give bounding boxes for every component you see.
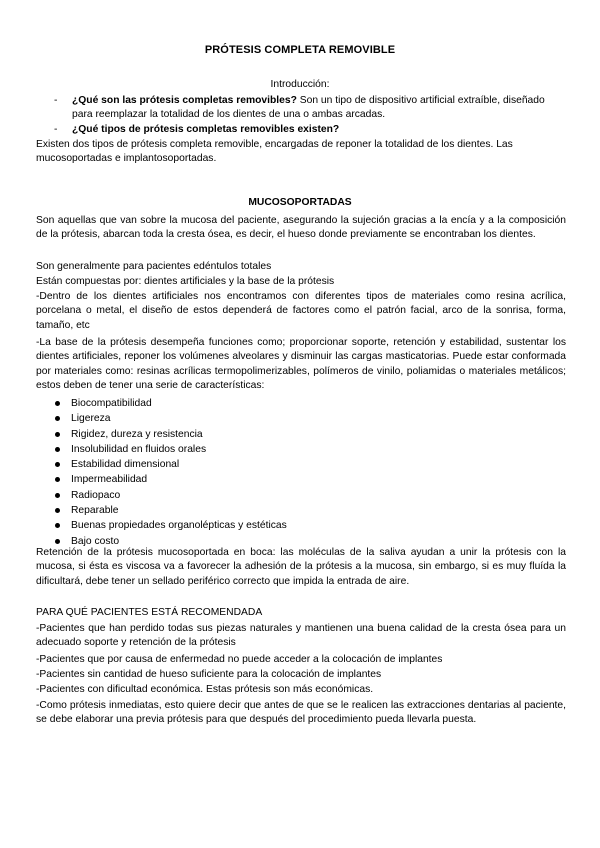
bullet-icon bbox=[55, 539, 60, 544]
section-paragraph: Están compuestas por: dientes artificiales y la base de la prótesis bbox=[36, 276, 335, 287]
list-item: Reparable bbox=[36, 503, 566, 518]
bullet-icon bbox=[55, 432, 60, 437]
list-item: Estabilidad dimensional bbox=[36, 457, 566, 472]
bullet-icon bbox=[55, 508, 60, 513]
recommended-heading: PARA QUÉ PACIENTES ESTÁ RECOMENDADA bbox=[36, 607, 263, 618]
list-item: Radiopaco bbox=[36, 488, 566, 503]
question-label: ¿Qué tipos de prótesis completas removibles existen? bbox=[72, 124, 340, 135]
section-paragraph: Son generalmente para pacientes edéntulos totales bbox=[36, 261, 272, 272]
intro-heading: Introducción: bbox=[270, 79, 330, 90]
intro-question-text bbox=[72, 123, 566, 137]
bullet-icon bbox=[55, 462, 60, 467]
recommended-item: -Como prótesis inmediatas, esto quiere decir que antes de que se le realicen las extracciones dentarias al paciente, se debe elaborar una previa prótesis para que después del procedimiento pueda llevarla puesta. bbox=[36, 700, 566, 726]
list-item: Bajo costo bbox=[36, 534, 566, 549]
section-paragraph: -Dentro de los dientes artificiales nos encontramos con diferentes tipos de materiales como resina acrílica, porcelana o metal, el diseño de estos dependerá de factores como el patrón facial, arco de la sonrisa, forma, tamaño, etc bbox=[36, 291, 566, 331]
bullet-icon bbox=[55, 416, 60, 421]
list-item: Biocompatibilidad bbox=[36, 396, 566, 411]
recommended-item: -Pacientes con dificultad económica. Estas prótesis son más económicas. bbox=[36, 684, 374, 695]
question-answer: Son un tipo de dispositivo artificial extraíble, diseñado para reemplazar la totalidad de los dientes de una o ambas arcadas. bbox=[72, 95, 545, 121]
list-item: Buenas propiedades organolépticas y estéticas bbox=[36, 518, 566, 533]
list-item: Rigidez, dureza y resistencia bbox=[36, 427, 566, 442]
recommended-item: -Pacientes que por causa de enfermedad no puede acceder a la colocación de implantes bbox=[36, 654, 443, 665]
bullet-icon bbox=[55, 493, 60, 498]
section-paragraph: Son aquellas que van sobre la mucosa del paciente, asegurando la sujeción gracias a la encía y a la composición de la prótesis, abarcan toda la cresta ósea, es decir, el hueso donde previamente se encontraban los dientes. bbox=[36, 215, 566, 241]
intro-paragraph: Existen dos tipos de prótesis completa removible, encargadas de reponer la totalidad de los dientes. Las mucosoportadas e implantosoportadas. bbox=[36, 139, 513, 165]
retention-paragraph: Retención de la prótesis mucosoportada en boca: las moléculas de la saliva ayudan a unir la prótesis con la mucosa, si ésta es viscosa va a favorecer la adhesión de la prótesis a la mucosa, sin embargo, si es muy fluída la dificultará, debe tener un sellado periférico correcto que impida la entrada de aire. bbox=[36, 547, 566, 587]
intro-question-text bbox=[72, 94, 566, 122]
dash-bullet-icon: - bbox=[54, 124, 58, 135]
section-heading: MUCOSOPORTADAS bbox=[248, 197, 352, 208]
recommended-item: -Pacientes que han perdido todas sus piezas naturales y mantienen una buena calidad de la cresta ósea para un adecuado soporte y retención de la prótesis bbox=[36, 623, 566, 649]
recommended-item: -Pacientes sin cantidad de hueso suficiente para la colocación de implantes bbox=[36, 669, 382, 680]
bullet-icon bbox=[55, 477, 60, 482]
bullet-icon bbox=[55, 523, 60, 528]
list-item: Impermeabilidad bbox=[36, 472, 566, 487]
bullet-icon bbox=[55, 447, 60, 452]
section-paragraph: -La base de la prótesis desempeña funciones como; proporcionar soporte, retención y estabilidad, sustentar los dientes artificiales, reponer los volúmenes alveolares y disminuir las cargas masticatorias. Puede estar conformada por materiales como: resinas acrílicas termopolimerizables, polímeros de vinilo, poliamidas o materiales metálicos; estos deben de tener una serie de características: bbox=[36, 337, 566, 391]
characteristics-list bbox=[36, 396, 566, 549]
list-item: Insolubilidad en fluidos orales bbox=[36, 442, 566, 457]
bullet-icon bbox=[55, 401, 60, 406]
dash-bullet-icon: - bbox=[54, 95, 58, 106]
list-item: Ligereza bbox=[36, 411, 566, 426]
question-label: ¿Qué son las prótesis completas removibles? bbox=[72, 95, 297, 106]
document-title: PRÓTESIS COMPLETA REMOVIBLE bbox=[204, 44, 396, 56]
